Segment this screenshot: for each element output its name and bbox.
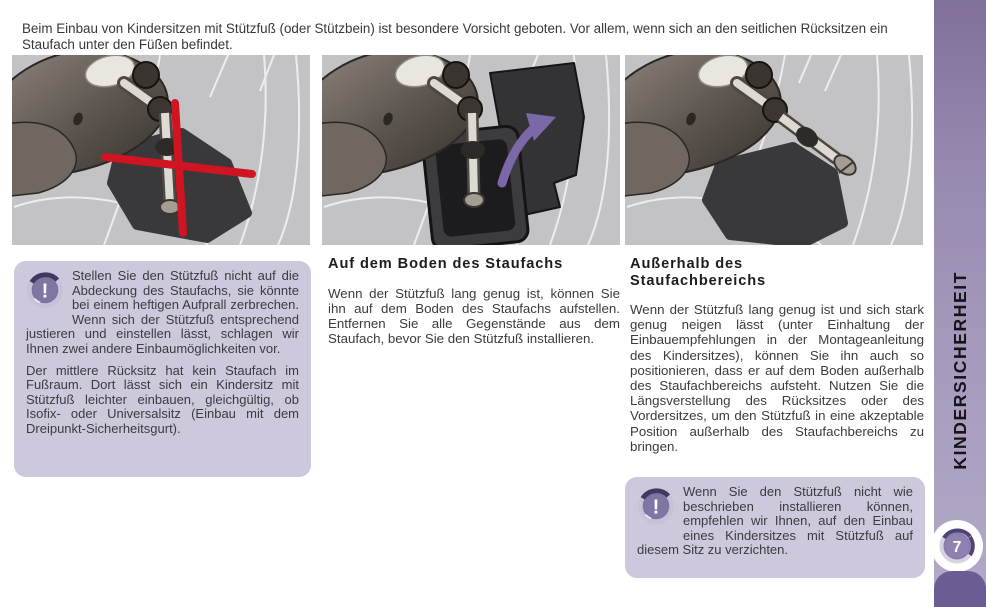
intro-text: Beim Einbau von Kindersitzen mit Stützfuß (oder Stützbein) ist besondere Vorsicht geboten. Vor allem, wenn sich an den seitlichen Rücksitzen ein Staufach unter den Füßen befindet. bbox=[22, 21, 888, 52]
section-floor-of-storage-box bbox=[328, 256, 620, 346]
figure-leg-outside-area-illustration bbox=[625, 55, 923, 245]
warning-icon bbox=[26, 269, 72, 327]
chapter-number-badge[interactable] bbox=[939, 528, 975, 564]
warning-icon bbox=[637, 485, 683, 543]
svg-text:7: 7 bbox=[952, 539, 962, 556]
chapter-title: KINDERSICHERHEIT bbox=[949, 270, 970, 470]
section-floor-title: Auf dem Boden des Staufachs bbox=[328, 256, 564, 272]
warning-left-paragraph-1: Stellen Sie den Stützfuß nicht auf die Abdeckung des Staufachs, sie könnte bei einem heftigen Aufprall zerbrechen. Wenn sich der Stützfuß entsprechend justieren und einstellen lässt, schlagen wir Ihnen zwei andere Einbaumöglichkeiten vor. bbox=[26, 268, 299, 356]
chapter-title-wrap bbox=[934, 225, 986, 515]
svg-text:!: ! bbox=[41, 280, 49, 303]
figure-leg-in-open-box bbox=[322, 55, 620, 245]
warning-callout-left bbox=[14, 261, 311, 477]
floor-mat bbox=[707, 147, 843, 243]
figure-leg-in-open-box-illustration bbox=[322, 55, 620, 245]
warning-right-paragraph: Wenn Sie den Stützfuß nicht wie beschrieben installieren können, empfehlen wir Ihnen, auf den Einbau eines Kindersitzes mit Stützfuß auf diesem Sitz zu verzichten. bbox=[637, 484, 913, 558]
figure-leg-on-cover bbox=[12, 55, 310, 245]
warning-callout-right bbox=[625, 477, 925, 578]
section-floor-body: Wenn der Stützfuß lang genug ist, können Sie ihn auf dem Boden des Staufachs aufstellen. Entfernen Sie alle Gegenstände aus dem Staufach, bevor Sie den Stützfuß installieren. bbox=[328, 285, 620, 347]
section-outside-storage-area bbox=[630, 256, 924, 454]
svg-text:!: ! bbox=[652, 496, 660, 519]
figure-leg-outside-area bbox=[625, 55, 923, 245]
section-outside-title: Außerhalb des Staufachbereichs bbox=[630, 256, 767, 289]
warning-left-paragraph-2: Der mittlere Rücksitz hat kein Staufach im Fußraum. Dort lässt sich ein Kindersitz mit Stützfuß leichter einbauen, gleichgültig, ob Isofix- oder Universalsitz (Einbau mit dem Dreipunkt-Sicherheitsgurt). bbox=[26, 362, 299, 436]
section-outside-body: Wenn der Stützfuß lang genug ist und sich stark genug neigen lässt (unter Einhaltung der Einbauempfehlungen in der Montageanleitung des Kindersitzes), können Sie ihn auch so positionieren, dass er auf dem Boden außerhalb des Staufachbereichs aufsteht. Nutzen Sie die Längsverstellung des Rücksitzes oder des Vordersitzes, um den Stützfuß in eine akzeptable Position außerhalb des Staufachbereichs zu bringen. bbox=[630, 302, 924, 454]
chapter-tab bbox=[934, 571, 986, 607]
figure-leg-on-cover-illustration bbox=[12, 55, 310, 245]
